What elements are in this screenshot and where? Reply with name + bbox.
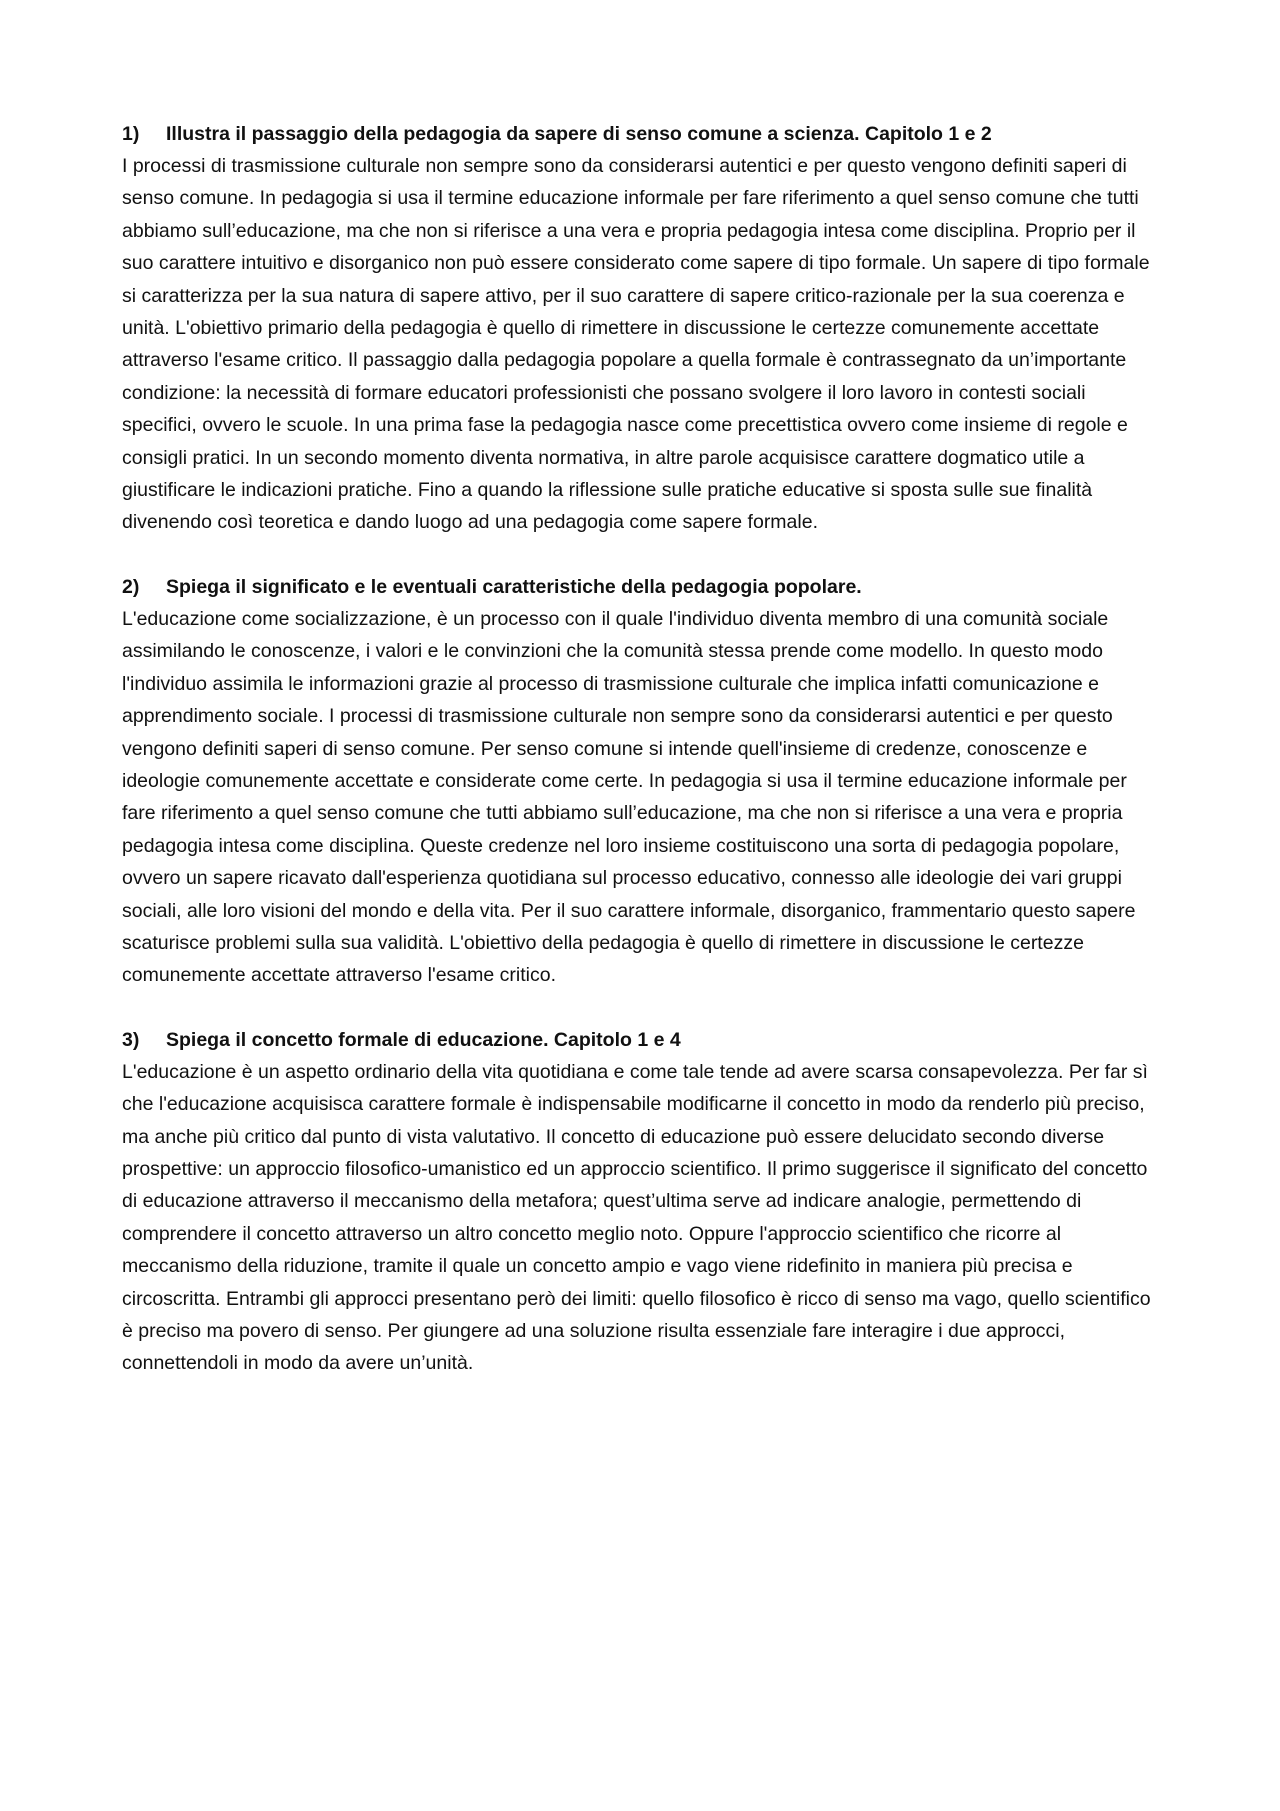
answer-paragraph: L'educazione è un aspetto ordinario della vita quotidiana e come tale tende ad avere scarsa consapevolezza. Per far sì che l'educazione acquisisca carattere formale è indispensabile modificarne il concetto in modo da renderlo più preciso, ma anche più critico dal punto di vista valutativo. Il concetto di educazione può essere delucidato secondo diverse prospettive: un approccio filosofico-umanistico ed un approccio scientifico. Il primo suggerisce il significato del concetto di educazione attraverso il meccanismo della metafora; quest’ultima serve ad indicare analogie, permettendo di comprendere il concetto attraverso un altro concetto meglio noto. Oppure l'approccio scientifico che ricorre al meccanismo della riduzione, tramite il quale un concetto ampio e vago viene ridefinito in maniera più precisa e circoscritta. Entrambi gli approcci presentano però dei limiti: quello filosofico è ricco di senso ma vago, quello scientifico è preciso ma povero di senso. Per giungere ad una soluzione risulta essenziale fare interagire i due approcci, connettendoli in modo da avere un’unità. <box>122 1060 1151 1375</box>
answer-paragraph: L'educazione come socializzazione, è un processo con il quale l'individuo diventa membro di una comunità sociale assimilando le conoscenze, i valori e le convinzioni che la comunità stessa prende come modello. In questo modo l'individuo assimila le informazioni grazie al processo di trasmissione culturale che implica infatti comunicazione e apprendimento sociale. I processi di trasmissione culturale non sempre sono da considerarsi autentici e per questo vengono definiti saperi di senso comune. Per senso comune si intende quell'insieme di credenze, conoscenze e ideologie comunemente accettate e considerate come certe. In pedagogia si usa il termine educazione informale per fare riferimento a quel senso comune che tutti abbiamo sull’educazione, ma che non si riferisce a una vera e propria pedagogia intesa come disciplina. Queste credenze nel loro insieme costituiscono una sorta di pedagogia popolare, ovvero un sapere ricavato dall'esperienza quotidiana sul processo educativo, connesso alle ideologie dei vari gruppi sociali, alle loro visioni del mondo e della vita. Per il suo carattere informale, disorganico, frammentario questo sapere scaturisce problemi sulla sua validità. L'obiettivo della pedagogia è quello di rimettere in discussione le certezze comunemente accettate attraverso l'esame critico. <box>122 607 1136 987</box>
answer-paragraph: I processi di trasmissione culturale non sempre sono da considerarsi autentici e per questo vengono definiti saperi di senso comune. In pedagogia si usa il termine educazione informale per fare riferimento a quel senso comune che tutti abbiamo sull’educazione, ma che non si riferisce a una vera e propria pedagogia intesa come disciplina. Proprio per il suo carattere intuitivo e disorganico non può essere considerato come sapere di tipo formale. Un sapere di tipo formale si caratterizza per la sua natura di sapere attivo, per il suo carattere di sapere critico-razionale per la sua coerenza e unità. L'obiettivo primario della pedagogia è quello di rimettere in discussione le certezze comunemente accettate attraverso l'esame critico. Il passaggio dalla pedagogia popolare a quella formale è contrassegnato da un’importante condizione: la necessità di formare educatori professionisti che possano svolgere il loro lavoro in contesti sociali specifici, ovvero le scuole. In una prima fase la pedagogia nasce come precettistica ovvero come insieme di regole e consigli pratici. In un secondo momento diventa normativa, in altre parole acquisisce carattere dogmatico utile a giustificare le indicazioni pratiche. Fino a quando la riflessione sulle pratiche educative si sposta sulle sue finalità divenendo così teoretica e dando luogo ad una pedagogia come sapere formale. <box>122 155 1150 534</box>
question-number: 1) <box>122 123 140 145</box>
question-title: Spiega il significato e le eventuali caratteristiche della pedagogia popolare. <box>166 575 862 598</box>
question-title: Spiega il concetto formale di educazione. Capitolo 1 e 4 <box>166 1028 681 1051</box>
question-section-1 <box>122 118 1160 539</box>
question-section-2 <box>122 571 1160 992</box>
question-heading <box>122 571 1160 603</box>
question-number: 3) <box>122 1028 140 1051</box>
question-heading <box>122 1024 1160 1056</box>
question-heading <box>122 118 1160 150</box>
question-section-3 <box>122 1024 1160 1380</box>
question-number: 2) <box>122 575 140 598</box>
question-title: Illustra il passaggio della pedagogia da sapere di senso comune a scienza. Capitolo 1 e 2 <box>166 123 992 145</box>
